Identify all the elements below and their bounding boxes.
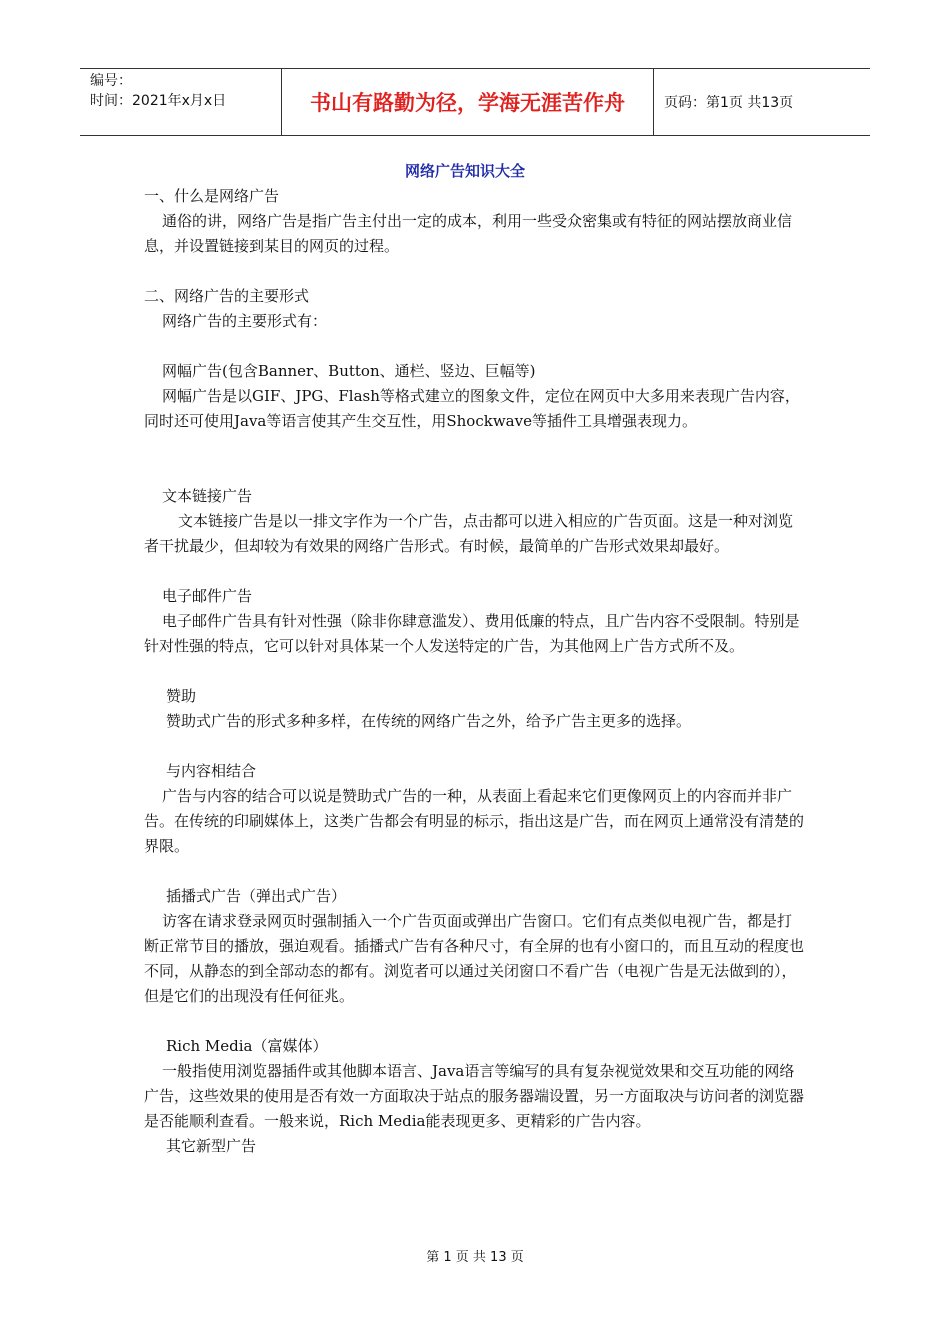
text-link-body: 文本链接广告是以一排文字作为一个广告，点击都可以进入相应的广告页面。这是一种对浏览者干扰最少，但却较为有效果的网络广告形式。有时候，最简单的广告形式效果却最好。 bbox=[144, 512, 794, 555]
banner-body: 网幅广告是以GIF、JPG、Flash等格式建立的图象文件，定位在网页中大多用来表现广告内容，同时还可使用Java等语言使其产生交互性，用Shockwave等插件工具增强表现力。 bbox=[144, 387, 800, 430]
email-heading: 电子邮件广告 bbox=[162, 587, 253, 605]
code-label: 编号： bbox=[90, 73, 132, 89]
header-motto: 书山有路勤为径，学海无涯苦作舟 bbox=[282, 69, 654, 135]
section-1-heading: 一、什么是网络广告 bbox=[144, 187, 280, 205]
section-1-body: 通俗的讲，网络广告是指广告主付出一定的成本，利用一些受众密集或有特征的网站摆放商业信息，并设置链接到某目的网页的过程。 bbox=[144, 212, 793, 255]
section-2-intro: 网络广告的主要形式有： bbox=[162, 312, 328, 330]
banner-heading: 网幅广告(包含Banner、Button、通栏、竖边、巨幅等) bbox=[162, 362, 536, 380]
page-footer: 第 1 页 共 13 页 bbox=[426, 1250, 524, 1265]
content-ad-heading: 与内容相结合 bbox=[166, 762, 257, 780]
popup-body: 访客在请求登录网页时强制插入一个广告页面或弹出广告窗口。它们有点类似电视广告，都是打断正常节目的播放，强迫观看。插播式广告有各种尺寸，有全屏的也有小窗口的，而且互动的程度也不同，从静态的到全部动态的都有。浏览者可以通过关闭窗口不看广告（电视广告是无法做到的），但是它们的出现没有任何征兆。 bbox=[144, 912, 805, 1005]
other-ads-heading: 其它新型广告 bbox=[166, 1137, 257, 1155]
header-table bbox=[80, 68, 870, 136]
popup-heading: 插播式广告（弹出式广告） bbox=[166, 887, 347, 905]
email-body: 电子邮件广告具有针对性强（除非你肆意滥发）、费用低廉的特点，且广告内容不受限制。特别是针对性强的特点，它可以针对具体某一个人发送特定的广告，为其他网上广告方式所不及。 bbox=[144, 612, 800, 655]
rich-media-heading: Rich Media（富媒体） bbox=[166, 1037, 328, 1055]
content-ad-body: 广告与内容的结合可以说是赞助式广告的一种，从表面上看起来它们更像网页上的内容而并非广告。在传统的印刷媒体上，这类广告都会有明显的标示，指出这是广告，而在网页上通常没有清楚的界限。 bbox=[144, 787, 805, 855]
header-page-info: 页码：第1页 共13页 bbox=[664, 95, 794, 111]
text-link-heading: 文本链接广告 bbox=[162, 487, 253, 505]
section-2-heading: 二、网络广告的主要形式 bbox=[144, 287, 310, 305]
document-body bbox=[144, 158, 806, 1159]
sponsor-body: 赞助式广告的形式多种多样，在传统的网络广告之外，给予广告主更多的选择。 bbox=[166, 712, 692, 730]
document-title: 网络广告知识大全 bbox=[404, 162, 525, 180]
date-label: 时间：2021年x月x日 bbox=[90, 93, 227, 109]
rich-media-body: 一般指使用浏览器插件或其他脚本语言、Java语言等编写的具有复杂视觉效果和交互功能的网络广告，这些效果的使用是否有效一方面取决于站点的服务器端设置，另一方面取决与访问者的浏览器是否能顺利查看。一般来说，Rich Media能表现更多、更精彩的广告内容。 bbox=[144, 1062, 805, 1130]
header-meta bbox=[80, 69, 282, 135]
sponsor-heading: 赞助 bbox=[166, 687, 197, 705]
